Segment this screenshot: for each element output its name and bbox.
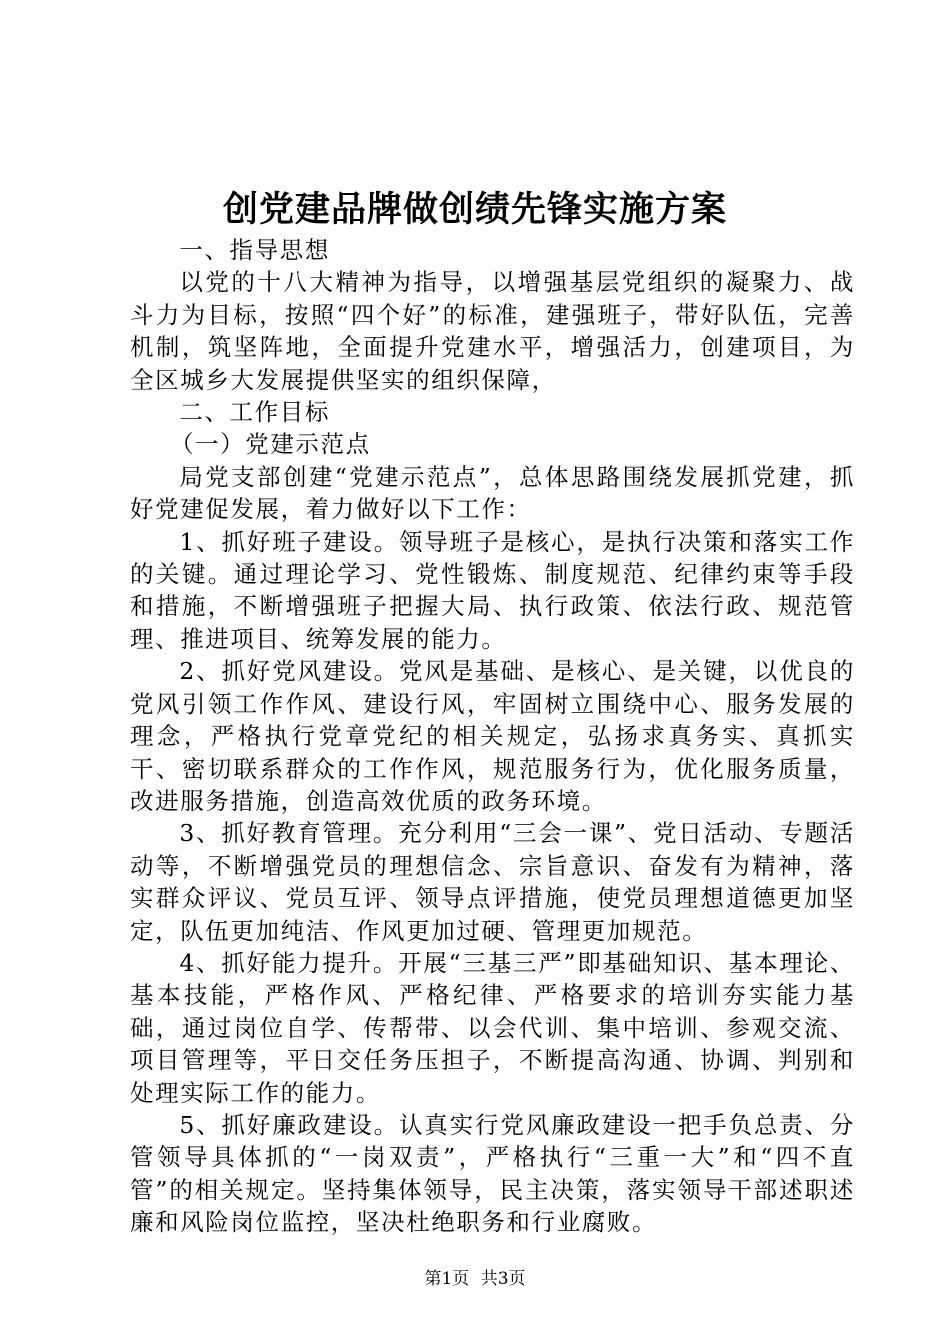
paragraph-item-4: 4、抓好能力提升。开展“三基三严”即基础知识、基本理论、基本技能，严格作风、严格纪律、严格要求的培训夯实能力基础，通过岗位自学、传帮带、以会代训、集中培训、参观交流、项目管理等，平日交任务压担子，不断提高沟通、协调、判别和处理实际工作的能力。 [130, 948, 855, 1107]
paragraph-demo-site-intro: 局党支部创建“党建示范点”，总体思路围绕发展抓党建，抓好党建促发展，着力做好以下工作： [130, 462, 855, 524]
page-footer [0, 1267, 950, 1291]
document-body [130, 234, 855, 1239]
paragraph-item-2: 2、抓好党风建设。党风是基础、是核心、是关键，以优良的党风引领工作作风、建设行风，牢固树立围绕中心、服务发展的理念，严格执行党章党纪的相关规定，弘扬求真务实、真抓实干、密切联系群众的工作作风，规范服务行为，优化服务质量，改进服务措施，创造高效优质的政务环境。 [130, 657, 855, 815]
page-number: 第1页 [424, 1269, 470, 1289]
total-pages: 共3页 [480, 1269, 526, 1289]
paragraph-item-3: 3、抓好教育管理。充分利用“三会一课”、党日活动、专题活动等，不断增强党员的理想信念、宗旨意识、奋发有为精神，落实群众评议、党员互评、领导点评措施，使党员理想道德更加坚定，队伍更加纯洁、作风更加过硬、管理更加规范。 [130, 819, 855, 945]
subsection-heading-demo-site: （一）党建示范点 [169, 430, 371, 459]
paragraph-guiding-ideology: 以党的十八大精神为指导，以增强基层党组织的凝聚力、战斗力为目标，按照“四个好”的标准，建强班子，带好队伍，完善机制，筑坚阵地，全面提升党建水平，增强活力，创建项目，为全区城乡大发展提供坚实的组织保障， [130, 268, 855, 394]
paragraph-item-5: 5、抓好廉政建设。认真实行党风廉政建设一把手负总责、分管领导具体抓的“一岗双责”，严格执行“三重一大”和“四不直管”的相关规定。坚持集体领导，民主决策，落实领导干部述职述廉和风险岗位监控，坚决杜绝职务和行业腐败。 [130, 1110, 855, 1237]
section-heading-guiding-ideology: 一、指导思想 [179, 236, 330, 264]
document-title: 创党建品牌做创绩先锋实施方案 [222, 189, 727, 230]
section-heading-work-goals: 二、工作目标 [179, 398, 330, 427]
paragraph-item-1: 1、抓好班子建设。领导班子是核心，是执行决策和落实工作的关键。通过理论学习、党性锻炼、制度规范、纪律约束等手段和措施，不断增强班子把握大局、执行政策、依法行政、规范管理、推进项目、统筹发展的能力。 [130, 527, 855, 653]
